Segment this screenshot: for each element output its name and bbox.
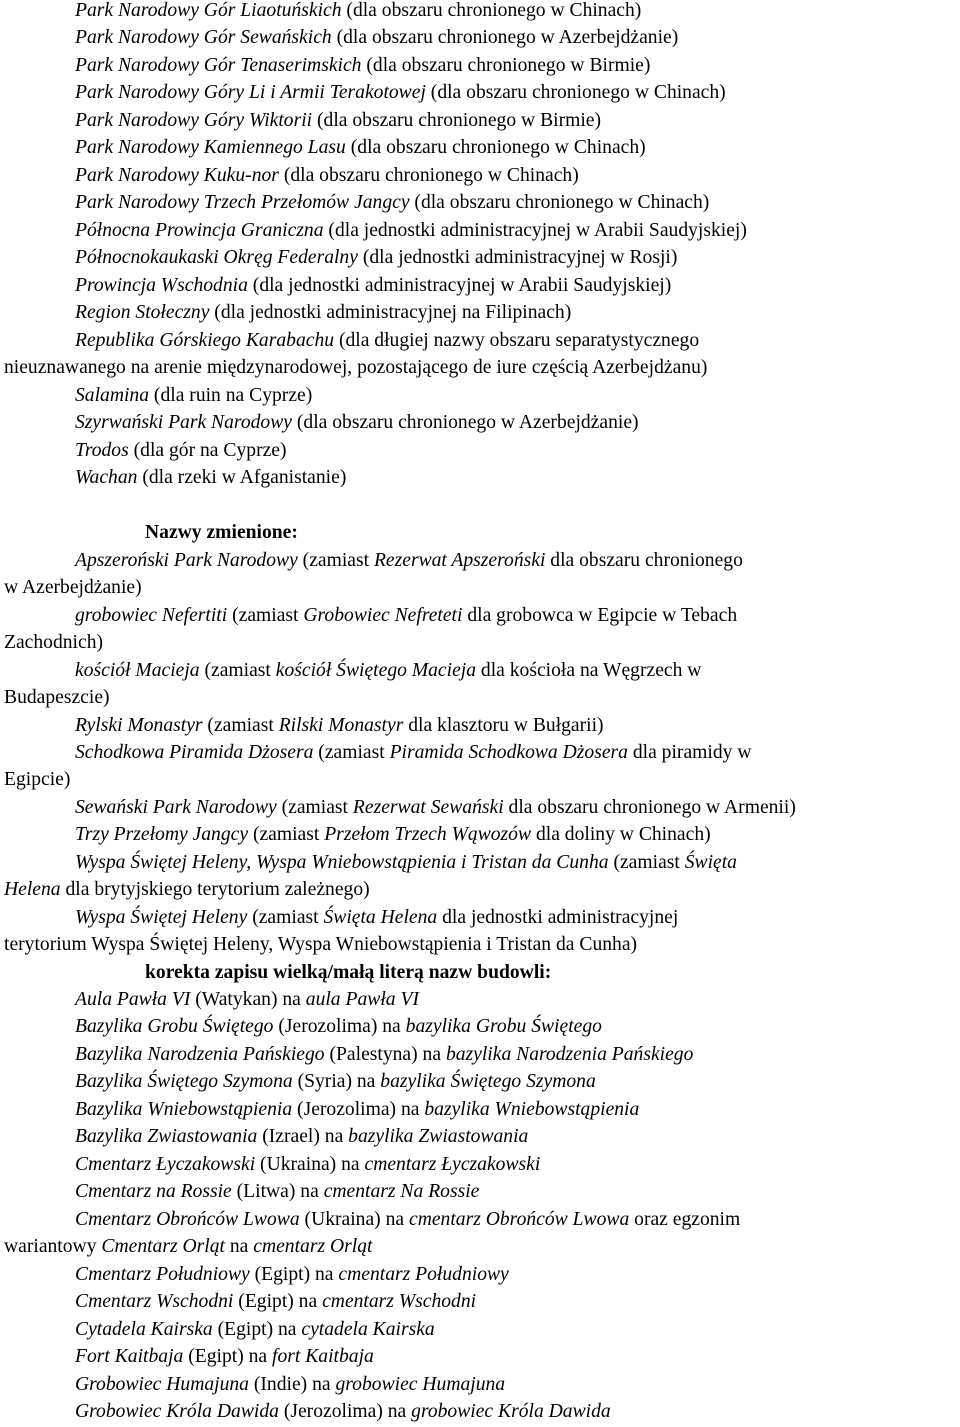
italic-name: Salamina bbox=[75, 385, 150, 406]
italic-name: Grobowiec Nefreteti bbox=[303, 605, 463, 626]
plain-text: (Indie) na bbox=[248, 1374, 336, 1395]
italic-name: bazylika Zwiastowania bbox=[348, 1126, 529, 1147]
italic-name: cytadela Kairska bbox=[301, 1319, 435, 1340]
plain-text: nieuznawanego na arenie międzynarodowej, pozostającego de iure częścią Azerbejdżanu) bbox=[4, 357, 708, 378]
plain-text: (dla obszaru chronionego w Birmie) bbox=[312, 110, 602, 131]
section-heading bbox=[0, 962, 960, 984]
plain-text: dla obszaru chronionego w Armenii) bbox=[503, 797, 796, 818]
italic-name: Cmentarz Południowy bbox=[75, 1264, 250, 1285]
plain-text: Egipcie) bbox=[4, 769, 71, 790]
plain-text: (Jerozolima) na bbox=[278, 1401, 412, 1422]
plain-text: (Ukraina) na bbox=[299, 1209, 409, 1230]
text-line bbox=[0, 1401, 960, 1423]
italic-name: Wyspa Świętej Heleny bbox=[75, 907, 248, 928]
text-line bbox=[0, 742, 960, 764]
plain-text: na bbox=[224, 1236, 254, 1257]
italic-name: Cytadela Kairska bbox=[75, 1319, 213, 1340]
plain-text: (zamiast bbox=[227, 605, 304, 626]
italic-name: bazylika Narodzenia Pańskiego bbox=[445, 1044, 694, 1065]
text-line bbox=[0, 1181, 960, 1203]
text-line bbox=[0, 550, 960, 572]
plain-text: dla doliny w Chinach) bbox=[531, 824, 711, 845]
plain-text: (zamiast bbox=[199, 660, 276, 681]
plain-text: (dla obszaru chronionego w Azerbejdżanie) bbox=[331, 27, 679, 48]
section-heading bbox=[0, 522, 960, 544]
plain-text: wariantowy bbox=[4, 1236, 102, 1257]
text-line bbox=[0, 1346, 960, 1368]
text-line bbox=[0, 907, 960, 929]
italic-name: Aula Pawła VI bbox=[75, 989, 191, 1010]
italic-name: aula Pawła VI bbox=[305, 989, 419, 1010]
plain-text: (dla obszaru chronionego w Chinach) bbox=[425, 82, 726, 103]
italic-name: grobowiec Króla Dawida bbox=[411, 1401, 611, 1422]
text-line bbox=[0, 1374, 960, 1396]
text-line bbox=[0, 412, 960, 434]
italic-name: Park Narodowy Góry Li i Armii Terakotowej bbox=[75, 82, 426, 103]
italic-name: Park Narodowy Gór Tenaserimskich bbox=[75, 55, 362, 76]
text-line bbox=[0, 1071, 960, 1093]
text-line bbox=[0, 247, 960, 269]
italic-name: Trodos bbox=[75, 440, 129, 461]
text-line bbox=[0, 934, 960, 956]
plain-text: (dla obszaru chronionego w Chinach) bbox=[345, 137, 646, 158]
plain-text: (dla obszaru chronionego w Chinach) bbox=[278, 165, 579, 186]
text-line bbox=[0, 357, 960, 379]
italic-name: fort Kaitbaja bbox=[272, 1346, 374, 1367]
text-line bbox=[0, 1099, 960, 1121]
text-line bbox=[0, 989, 960, 1011]
plain-text: (dla jednostki administracyjnej w Arabii Saudyjskiej) bbox=[323, 220, 747, 241]
plain-text: dla grobowca w Egipcie w Tebach bbox=[462, 605, 738, 626]
italic-name: Północnokaukaski Okręg Federalny bbox=[75, 247, 358, 268]
text-line bbox=[0, 55, 960, 77]
plain-text: dla piramidy w bbox=[627, 742, 752, 763]
plain-text: (Izrael) na bbox=[257, 1126, 349, 1147]
italic-name: Wyspa Świętej Heleny, Wyspa Wniebowstąpienia i Tristan da Cunha bbox=[75, 852, 609, 873]
italic-name: Park Narodowy Trzech Przełomów Jangcy bbox=[75, 192, 410, 213]
italic-name: Bazylika Grobu Świętego bbox=[75, 1016, 274, 1037]
text-line bbox=[0, 1154, 960, 1176]
text-line bbox=[0, 467, 960, 489]
italic-name: Park Narodowy Kuku-nor bbox=[75, 165, 279, 186]
italic-name: Prowincja Wschodnia bbox=[75, 275, 248, 296]
text-line bbox=[0, 302, 960, 324]
italic-name: cmentarz Orląt bbox=[253, 1236, 373, 1257]
text-line bbox=[0, 687, 960, 709]
plain-text: (Jerozolima) na bbox=[292, 1099, 425, 1120]
heading-text: korekta zapisu wielką/małą literą nazw budowli: bbox=[145, 962, 552, 983]
plain-text: (dla obszaru chronionego w Azerbejdżanie) bbox=[291, 412, 639, 433]
italic-name: cmentarz Obrońców Lwowa bbox=[409, 1209, 630, 1230]
italic-name: Cmentarz Łyczakowski bbox=[75, 1154, 256, 1175]
italic-name: Rylski Monastyr bbox=[75, 715, 203, 736]
text-line bbox=[0, 1264, 960, 1286]
text-line bbox=[0, 824, 960, 846]
italic-name: Park Narodowy Gór Sewańskich bbox=[75, 27, 332, 48]
plain-text: (zamiast bbox=[248, 824, 325, 845]
plain-text: (Jerozolima) na bbox=[273, 1016, 406, 1037]
italic-name: Region Stołeczny bbox=[75, 302, 210, 323]
plain-text: (Palestyna) na bbox=[324, 1044, 446, 1065]
text-line bbox=[0, 1319, 960, 1341]
plain-text: (zamiast bbox=[313, 742, 390, 763]
text-line bbox=[0, 220, 960, 242]
text-line bbox=[0, 110, 960, 132]
italic-name: Helena bbox=[4, 879, 61, 900]
italic-name: Fort Kaitbaja bbox=[75, 1346, 184, 1367]
italic-name: Bazylika Wniebowstąpienia bbox=[75, 1099, 293, 1120]
italic-name: Cmentarz Orląt bbox=[101, 1236, 225, 1257]
italic-name: Północna Prowincja Graniczna bbox=[75, 220, 324, 241]
plain-text: dla brytyjskiego terytorium zależnego) bbox=[60, 879, 370, 900]
plain-text: dla obszaru chronionego bbox=[545, 550, 743, 571]
plain-text: (dla jednostki administracyjnej na Filipinach) bbox=[209, 302, 572, 323]
italic-name: Sewański Park Narodowy bbox=[75, 797, 277, 818]
italic-name: Piramida Schodkowa Dżosera bbox=[389, 742, 628, 763]
plain-text: (zamiast bbox=[297, 550, 374, 571]
plain-text: dla kościoła na Węgrzech w bbox=[476, 660, 702, 681]
italic-name: bazylika Wniebowstąpienia bbox=[424, 1099, 640, 1120]
plain-text: (dla długiej nazwy obszaru separatystycznego bbox=[334, 330, 700, 351]
italic-name: grobowiec Nefertiti bbox=[75, 605, 228, 626]
italic-name: Park Narodowy Kamiennego Lasu bbox=[75, 137, 346, 158]
plain-text: (Syria) na bbox=[292, 1071, 381, 1092]
text-line bbox=[0, 577, 960, 599]
italic-name: Rezerwat Apszeroński bbox=[373, 550, 546, 571]
italic-name: Grobowiec Humajuna bbox=[75, 1374, 249, 1395]
text-line bbox=[0, 1209, 960, 1231]
plain-text: (zamiast bbox=[608, 852, 685, 873]
italic-name: Święta Helena bbox=[323, 907, 438, 928]
italic-name: Bazylika Świętego Szymona bbox=[75, 1071, 293, 1092]
text-line bbox=[0, 165, 960, 187]
plain-text: oraz egzonim bbox=[629, 1209, 741, 1230]
text-line bbox=[0, 797, 960, 819]
plain-text: (dla obszaru chronionego w Birmie) bbox=[361, 55, 651, 76]
text-line bbox=[0, 137, 960, 159]
text-line bbox=[0, 1044, 960, 1066]
plain-text: (dla obszaru chronionego w Chinach) bbox=[409, 192, 710, 213]
italic-name: Republika Górskiego Karabachu bbox=[75, 330, 335, 351]
plain-text: (zamiast bbox=[276, 797, 353, 818]
text-line bbox=[0, 715, 960, 737]
italic-name: cmentarz Wschodni bbox=[322, 1291, 477, 1312]
italic-name: Rezerwat Sewański bbox=[352, 797, 504, 818]
italic-name: cmentarz Na Rossie bbox=[323, 1181, 480, 1202]
text-line bbox=[0, 632, 960, 654]
plain-text: dla klasztoru w Bułgarii) bbox=[403, 715, 604, 736]
plain-text: (zamiast bbox=[247, 907, 324, 928]
text-line bbox=[0, 852, 960, 874]
text-line bbox=[0, 660, 960, 682]
plain-text: (Egipt) na bbox=[183, 1346, 273, 1367]
text-line bbox=[0, 385, 960, 407]
italic-name: bazylika Świętego Szymona bbox=[380, 1071, 596, 1092]
italic-name: Apszeroński Park Narodowy bbox=[75, 550, 298, 571]
plain-text: (dla gór na Cyprze) bbox=[128, 440, 287, 461]
italic-name: Cmentarz Wschodni bbox=[75, 1291, 234, 1312]
plain-text: (dla ruin na Cyprze) bbox=[149, 385, 313, 406]
italic-name: Park Narodowy Góry Wiktorii bbox=[75, 110, 313, 131]
text-line bbox=[0, 769, 960, 791]
italic-name: bazylika Grobu Świętego bbox=[405, 1016, 602, 1037]
italic-name: Cmentarz Obrońców Lwowa bbox=[75, 1209, 300, 1230]
text-line bbox=[0, 330, 960, 352]
text-line bbox=[0, 879, 960, 901]
heading-text: Nazwy zmienione: bbox=[145, 522, 298, 543]
text-line bbox=[0, 605, 960, 627]
italic-name: Bazylika Narodzenia Pańskiego bbox=[75, 1044, 325, 1065]
plain-text: (dla rzeki w Afganistanie) bbox=[137, 467, 347, 488]
plain-text: (Watykan) na bbox=[190, 989, 306, 1010]
italic-name: Święta bbox=[684, 852, 737, 873]
text-line bbox=[0, 1236, 960, 1258]
plain-text: (Egipt) na bbox=[212, 1319, 302, 1340]
plain-text: w Azerbejdżanie) bbox=[4, 577, 142, 598]
text-line bbox=[0, 275, 960, 297]
plain-text: (Egipt) na bbox=[249, 1264, 339, 1285]
italic-name: Trzy Przełomy Jangcy bbox=[75, 824, 249, 845]
italic-name: Grobowiec Króla Dawida bbox=[75, 1401, 279, 1422]
italic-name: grobowiec Humajuna bbox=[335, 1374, 506, 1395]
text-line bbox=[0, 0, 960, 22]
italic-name: cmentarz Łyczakowski bbox=[364, 1154, 541, 1175]
italic-name: Przełom Trzech Wąwozów bbox=[324, 824, 532, 845]
italic-name: kościół Macieja bbox=[75, 660, 200, 681]
plain-text: (Egipt) na bbox=[233, 1291, 323, 1312]
text-line bbox=[0, 1126, 960, 1148]
plain-text: terytorium Wyspa Świętej Heleny, Wyspa Wniebowstąpienia i Tristan da Cunha) bbox=[4, 934, 638, 955]
text-line bbox=[0, 1291, 960, 1313]
italic-name: Rilski Monastyr bbox=[278, 715, 404, 736]
italic-name: Wachan bbox=[75, 467, 138, 488]
plain-text: Budapeszcie) bbox=[4, 687, 110, 708]
text-line bbox=[0, 27, 960, 49]
plain-text: Zachodnich) bbox=[4, 632, 104, 653]
plain-text: (dla jednostki administracyjnej w Rosji) bbox=[357, 247, 678, 268]
text-line bbox=[0, 440, 960, 462]
plain-text: (dla obszaru chronionego w Chinach) bbox=[341, 0, 642, 21]
text-line bbox=[0, 82, 960, 104]
italic-name: kościół Świętego Macieja bbox=[275, 660, 477, 681]
text-line bbox=[0, 1016, 960, 1038]
italic-name: Cmentarz na Rossie bbox=[75, 1181, 232, 1202]
text-line bbox=[0, 192, 960, 214]
italic-name: Szyrwański Park Narodowy bbox=[75, 412, 292, 433]
plain-text: (zamiast bbox=[202, 715, 279, 736]
plain-text: (dla jednostki administracyjnej w Arabii Saudyjskiej) bbox=[247, 275, 672, 296]
italic-name: cmentarz Południowy bbox=[338, 1264, 509, 1285]
italic-name: Bazylika Zwiastowania bbox=[75, 1126, 258, 1147]
italic-name: Park Narodowy Gór Liaotuńskich bbox=[75, 0, 342, 21]
plain-text: dla jednostki administracyjnej bbox=[437, 907, 679, 928]
italic-name: Schodkowa Piramida Dżosera bbox=[75, 742, 314, 763]
plain-text: (Ukraina) na bbox=[255, 1154, 365, 1175]
plain-text: (Litwa) na bbox=[231, 1181, 324, 1202]
